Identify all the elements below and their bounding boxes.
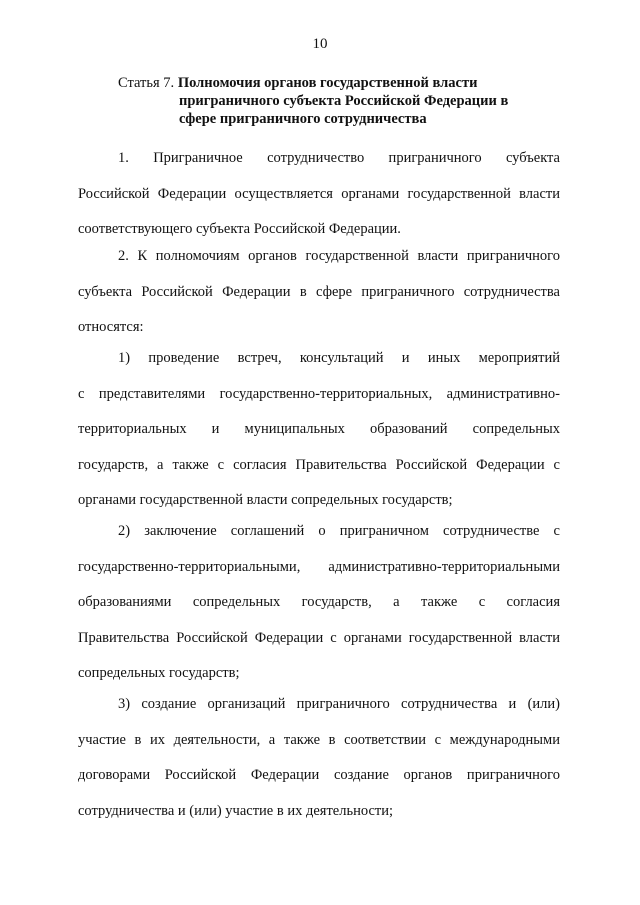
paragraph-list-item-3 xyxy=(78,687,560,829)
paragraph-line: государственно-территориальными, административно-территориальными xyxy=(78,558,560,575)
paragraph-line: относятся: xyxy=(78,319,144,335)
paragraph-line: 2) заключение соглашений о приграничном сотрудничестве с xyxy=(118,523,560,539)
paragraph-line: государств, а также с согласия Правительства Российской Федерации с xyxy=(78,456,560,473)
article-title-line: сфере приграничного сотрудничества xyxy=(179,111,427,127)
paragraph-line: органами государственной власти сопредельных государств; xyxy=(78,492,453,508)
paragraph-line: с представителями государственно-территориальных, административно- xyxy=(78,385,560,402)
paragraph-line: соответствующего субъекта Российской Федерации. xyxy=(78,221,401,237)
paragraph-2 xyxy=(78,239,560,346)
article-title-line: приграничного субъекта Российской Федерации в xyxy=(179,93,509,109)
paragraph-list-item-2 xyxy=(78,514,560,692)
paragraph-line: сопредельных государств; xyxy=(78,665,240,681)
paragraph-line: Российской Федерации осуществляется органами государственной власти xyxy=(78,185,560,202)
paragraph-line: 3) создание организаций приграничного сотрудничества и (или) xyxy=(118,696,560,712)
article-heading xyxy=(118,74,588,128)
paragraph-line: Правительства Российской Федерации с органами государственной власти xyxy=(78,629,560,646)
paragraph-line: договорами Российской Федерации создание органов приграничного xyxy=(78,767,560,783)
page-number: 10 xyxy=(312,36,328,52)
paragraph-line: сотрудничества и (или) участие в их деятельности; xyxy=(78,802,394,819)
paragraph-line: субъекта Российской Федерации в сфере приграничного сотрудничества xyxy=(78,283,560,300)
paragraph-line: участие в их деятельности, а также в соответствии с международными xyxy=(78,731,560,748)
paragraph-line: 2. К полномочиям органов государственной власти приграничного xyxy=(118,248,560,264)
paragraph-line: территориальных и муниципальных образований сопредельных xyxy=(78,421,560,437)
article-label: Статья 7. xyxy=(118,75,175,91)
paragraph-1 xyxy=(78,141,560,248)
paragraph-list-item-1 xyxy=(78,341,560,519)
paragraph-line: образованиями сопредельных государств, а также с согласия xyxy=(78,594,560,610)
article-title-line: Полномочия органов государственной власти xyxy=(177,75,478,91)
paragraph-line: 1. Приграничное сотрудничество приграничного субъекта xyxy=(118,150,560,166)
paragraph-line: 1) проведение встреч, консультаций и иных мероприятий xyxy=(118,350,560,366)
